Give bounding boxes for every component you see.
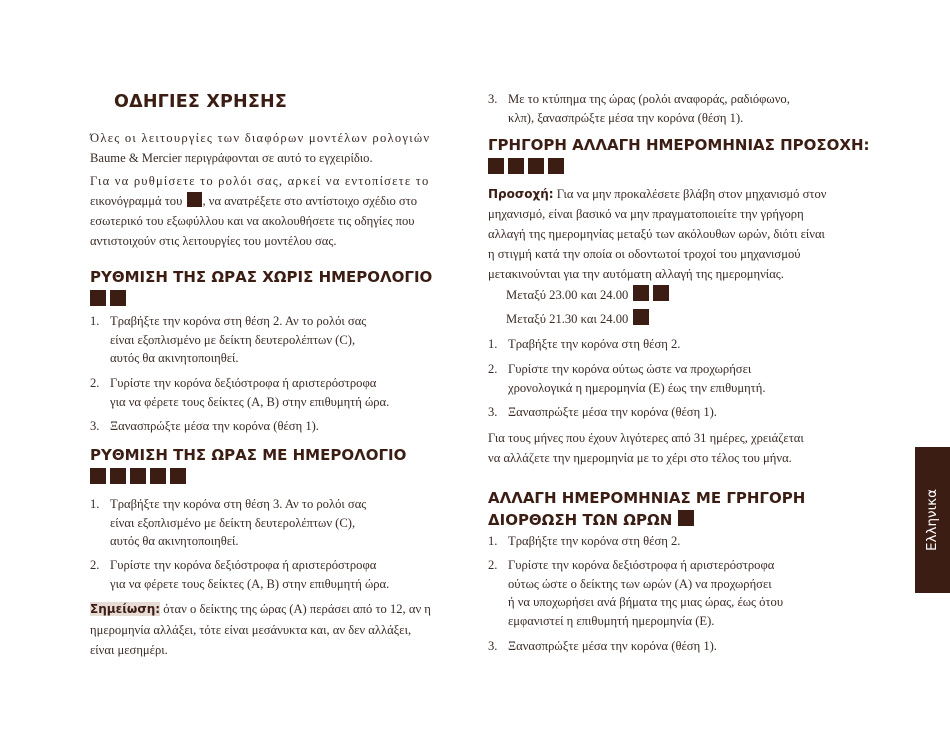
pictogram-square-icon — [633, 309, 649, 325]
step-item — [488, 637, 717, 656]
section-heading-quick-date: ΓΡΗΓΟΡΗ ΑΛΛΑΓΗ ΗΜΕΡΟΜΗΝΙΑΣ ΠΡΟΣΟΧΗ: — [488, 136, 870, 154]
pictogram-square-icon — [90, 468, 106, 484]
step-number: 3. — [488, 405, 498, 419]
months-text: να αλλάζετε την ημερομηνία με το χέρι στο τέλος του μήνα. — [488, 451, 792, 465]
note-paragraph — [90, 599, 470, 661]
pictogram-square-icon — [170, 468, 186, 484]
note-text: είναι μεσημέρι. — [90, 643, 168, 657]
step-text: ούτως ώστε ο δείκτης των ωρών (A) να προχωρήσει — [508, 576, 772, 591]
note-text: όταν ο δείκτης της ώρας (A) περάσει από το 12, αν η — [160, 602, 431, 616]
time-window-text: Μεταξύ 23.00 και 24.00 — [506, 288, 629, 302]
pictogram-square-icon — [548, 158, 564, 174]
pictogram-square-icon — [150, 468, 166, 484]
pictogram-square-icon — [653, 285, 669, 301]
months-paragraph — [488, 428, 868, 468]
locate-line: αντιστοιχούν στις λειτουργίες του μοντέλου σας. — [90, 234, 337, 248]
locate-paragraph — [90, 171, 464, 251]
step-text: εμφανιστεί η επιθυμητή ημερομηνία (E). — [508, 613, 715, 628]
step-item — [488, 403, 717, 422]
step-number: 2. — [90, 558, 100, 572]
attention-text: η στιγμή κατά την οποία οι οδοντωτοί τροχοί του μηχανισμού — [488, 247, 801, 261]
step-text: για να φέρετε τους δείκτες (A, B) στην επιθυμητή ώρα. — [110, 576, 390, 591]
step-item — [90, 312, 366, 368]
attention-text: μετακινούνται για την αυτόματη αλλαγή της ημερομηνίας. — [488, 267, 784, 281]
step-item — [488, 90, 790, 127]
locate-line: εικονόγραμμά του — [90, 194, 183, 208]
step-number: 3. — [488, 92, 498, 106]
step-number: 2. — [488, 362, 498, 376]
step-text: κλπ), ξανασπρώξτε μέσα την κορόνα (θέση 1). — [508, 110, 744, 125]
step-text: Γυρίστε την κορόνα δεξιόστροφα ή αριστερόστροφα — [508, 558, 775, 572]
note-label: Σημείωση: — [90, 602, 161, 616]
step-text: είναι εξοπλισμένο με δείκτη δευτερολέπτων (C), — [110, 332, 356, 347]
pictogram-square-icon — [90, 290, 106, 306]
step-text: αυτός θα ακινητοποιηθεί. — [110, 351, 239, 365]
pictogram-square-icon — [130, 468, 146, 484]
pictogram-square-icon — [633, 285, 649, 301]
step-number: 3. — [488, 639, 498, 653]
time-window-text: Μεταξύ 21.30 και 24.00 — [506, 312, 629, 326]
pictogram-row — [90, 468, 190, 486]
pictogram-row — [488, 158, 568, 176]
attention-label: Προσοχή: — [488, 187, 554, 201]
step-text: αυτός θα ακινητοποιηθεί. — [110, 534, 239, 548]
intro-paragraph — [90, 128, 464, 168]
time-window — [506, 285, 673, 305]
step-number: 1. — [90, 497, 100, 511]
step-text: Τραβήξτε την κορόνα στη θέση 2. — [508, 337, 681, 351]
step-item — [488, 532, 680, 551]
step-text: ή να υποχωρήσει ανά βήματα της μιας ώρας, έως ότου — [508, 595, 784, 609]
section-heading-with-calendar: ΡΥΘΜΙΣΗ ΤΗΣ ΩΡΑΣ ΜΕ ΗΜΕΡΟΛΟΓΙΟ — [90, 446, 407, 464]
step-number: 3. — [90, 419, 100, 433]
pictogram-square-icon — [488, 158, 504, 174]
step-text: χρονολογικά η ημερομηνία (E) έως την επιθυμητή. — [508, 380, 766, 395]
pictogram-square-icon — [508, 158, 524, 174]
step-text: Τραβήξτε την κορόνα στη θέση 2. — [508, 534, 681, 548]
note-text: ημερομηνία αλλάξει, τότε είναι μεσάνυκτα και, αν δεν αλλάξει, — [90, 622, 412, 637]
page-title: ΟΔΗΓΙΕΣ ΧΡΗΣΗΣ — [114, 92, 288, 112]
locate-line: εσωτερικό του εξωφύλλου και να ακολουθήσετε τις οδηγίες που — [90, 214, 415, 228]
step-text: Με το κτύπημα της ώρας (ρολόι αναφοράς, ραδιόφωνο, — [508, 92, 790, 106]
language-tab — [915, 447, 950, 593]
language-tab-label: Ελληνικα — [924, 488, 941, 552]
months-text: Για τους μήνες που έχουν λιγότερες από 31 ημέρες, χρειάζεται — [488, 431, 804, 445]
pictogram-square-icon — [678, 510, 694, 526]
step-text: είναι εξοπλισμένο με δείκτη δευτερολέπτων (C), — [110, 515, 356, 530]
step-number: 1. — [488, 337, 498, 351]
step-item — [90, 495, 366, 551]
section-heading-quick-hours — [488, 487, 805, 531]
attention-text: αλλαγή της ημερομηνίας μεταξύ των ακόλουθων ωρών, διότι είναι — [488, 227, 825, 241]
attention-paragraph — [488, 184, 862, 284]
locate-line: Για να ρυθμίσετε το ρολόι σας, αρκεί να εντοπίσετε το — [90, 174, 430, 188]
intro-line: Baume & Mercier περιγράφονται σε αυτό το εγχειρίδιο. — [90, 151, 373, 165]
section-heading-no-calendar: ΡΥΘΜΙΣΗ ΤΗΣ ΩΡΑΣ ΧΩΡΙΣ ΗΜΕΡΟΛΟΓΙΟ — [90, 268, 433, 286]
heading-line: ΔΙΟΡΘΩΣΗ ΤΩΝ ΩΡΩΝ — [488, 511, 673, 529]
step-number: 1. — [488, 534, 498, 548]
step-text: Γυρίστε την κορόνα δεξιόστροφα ή αριστερόστροφα — [110, 376, 377, 390]
step-item — [90, 374, 389, 411]
pictogram-square-icon — [528, 158, 544, 174]
step-text: Τραβήξτε την κορόνα στη θέση 2. Αν το ρολόι σας — [110, 314, 367, 328]
step-item — [488, 556, 783, 630]
pictogram-square-icon — [187, 192, 202, 207]
step-number: 2. — [90, 376, 100, 390]
step-text: Ξανασπρώξτε μέσα την κορόνα (θέση 1). — [508, 405, 717, 419]
step-text: Ξανασπρώξτε μέσα την κορόνα (θέση 1). — [110, 419, 319, 433]
pictogram-row — [90, 290, 130, 308]
heading-line: ΑΛΛΑΓΗ ΗΜΕΡΟΜΗΝΙΑΣ ΜΕ ΓΡΗΓΟΡΗ — [488, 489, 806, 507]
step-item — [488, 335, 680, 354]
attention-text: Για να μην προκαλέσετε βλάβη στον μηχανισμό στον — [553, 187, 827, 201]
step-number: 2. — [488, 558, 498, 572]
step-item — [90, 417, 319, 436]
step-item — [488, 360, 765, 397]
pictogram-square-icon — [110, 468, 126, 484]
step-text: Γυρίστε την κορόνα ούτως ώστε να προχωρήσει — [508, 362, 752, 376]
step-number: 1. — [90, 314, 100, 328]
locate-line: , να ανατρέξετε στο αντίστοιχο σχέδιο στο — [202, 194, 418, 208]
pictogram-square-icon — [110, 290, 126, 306]
step-text: Γυρίστε την κορόνα δεξιόστροφα ή αριστερόστροφα — [110, 558, 377, 572]
intro-line: Όλες οι λειτουργίες των διαφόρων μοντέλων ρολογιών — [90, 131, 431, 145]
step-item — [90, 556, 389, 593]
step-text: για να φέρετε τους δείκτες (A, B) στην επιθυμητή ώρα. — [110, 394, 390, 409]
step-text: Ξανασπρώξτε μέσα την κορόνα (θέση 1). — [508, 639, 717, 653]
step-text: Τραβήξτε την κορόνα στη θέση 3. Αν το ρολόι σας — [110, 497, 367, 511]
time-window — [506, 309, 653, 329]
attention-text: μηχανισμό, είναι βασικό να μην πραγματοποιείτε την γρήγορη — [488, 207, 804, 221]
